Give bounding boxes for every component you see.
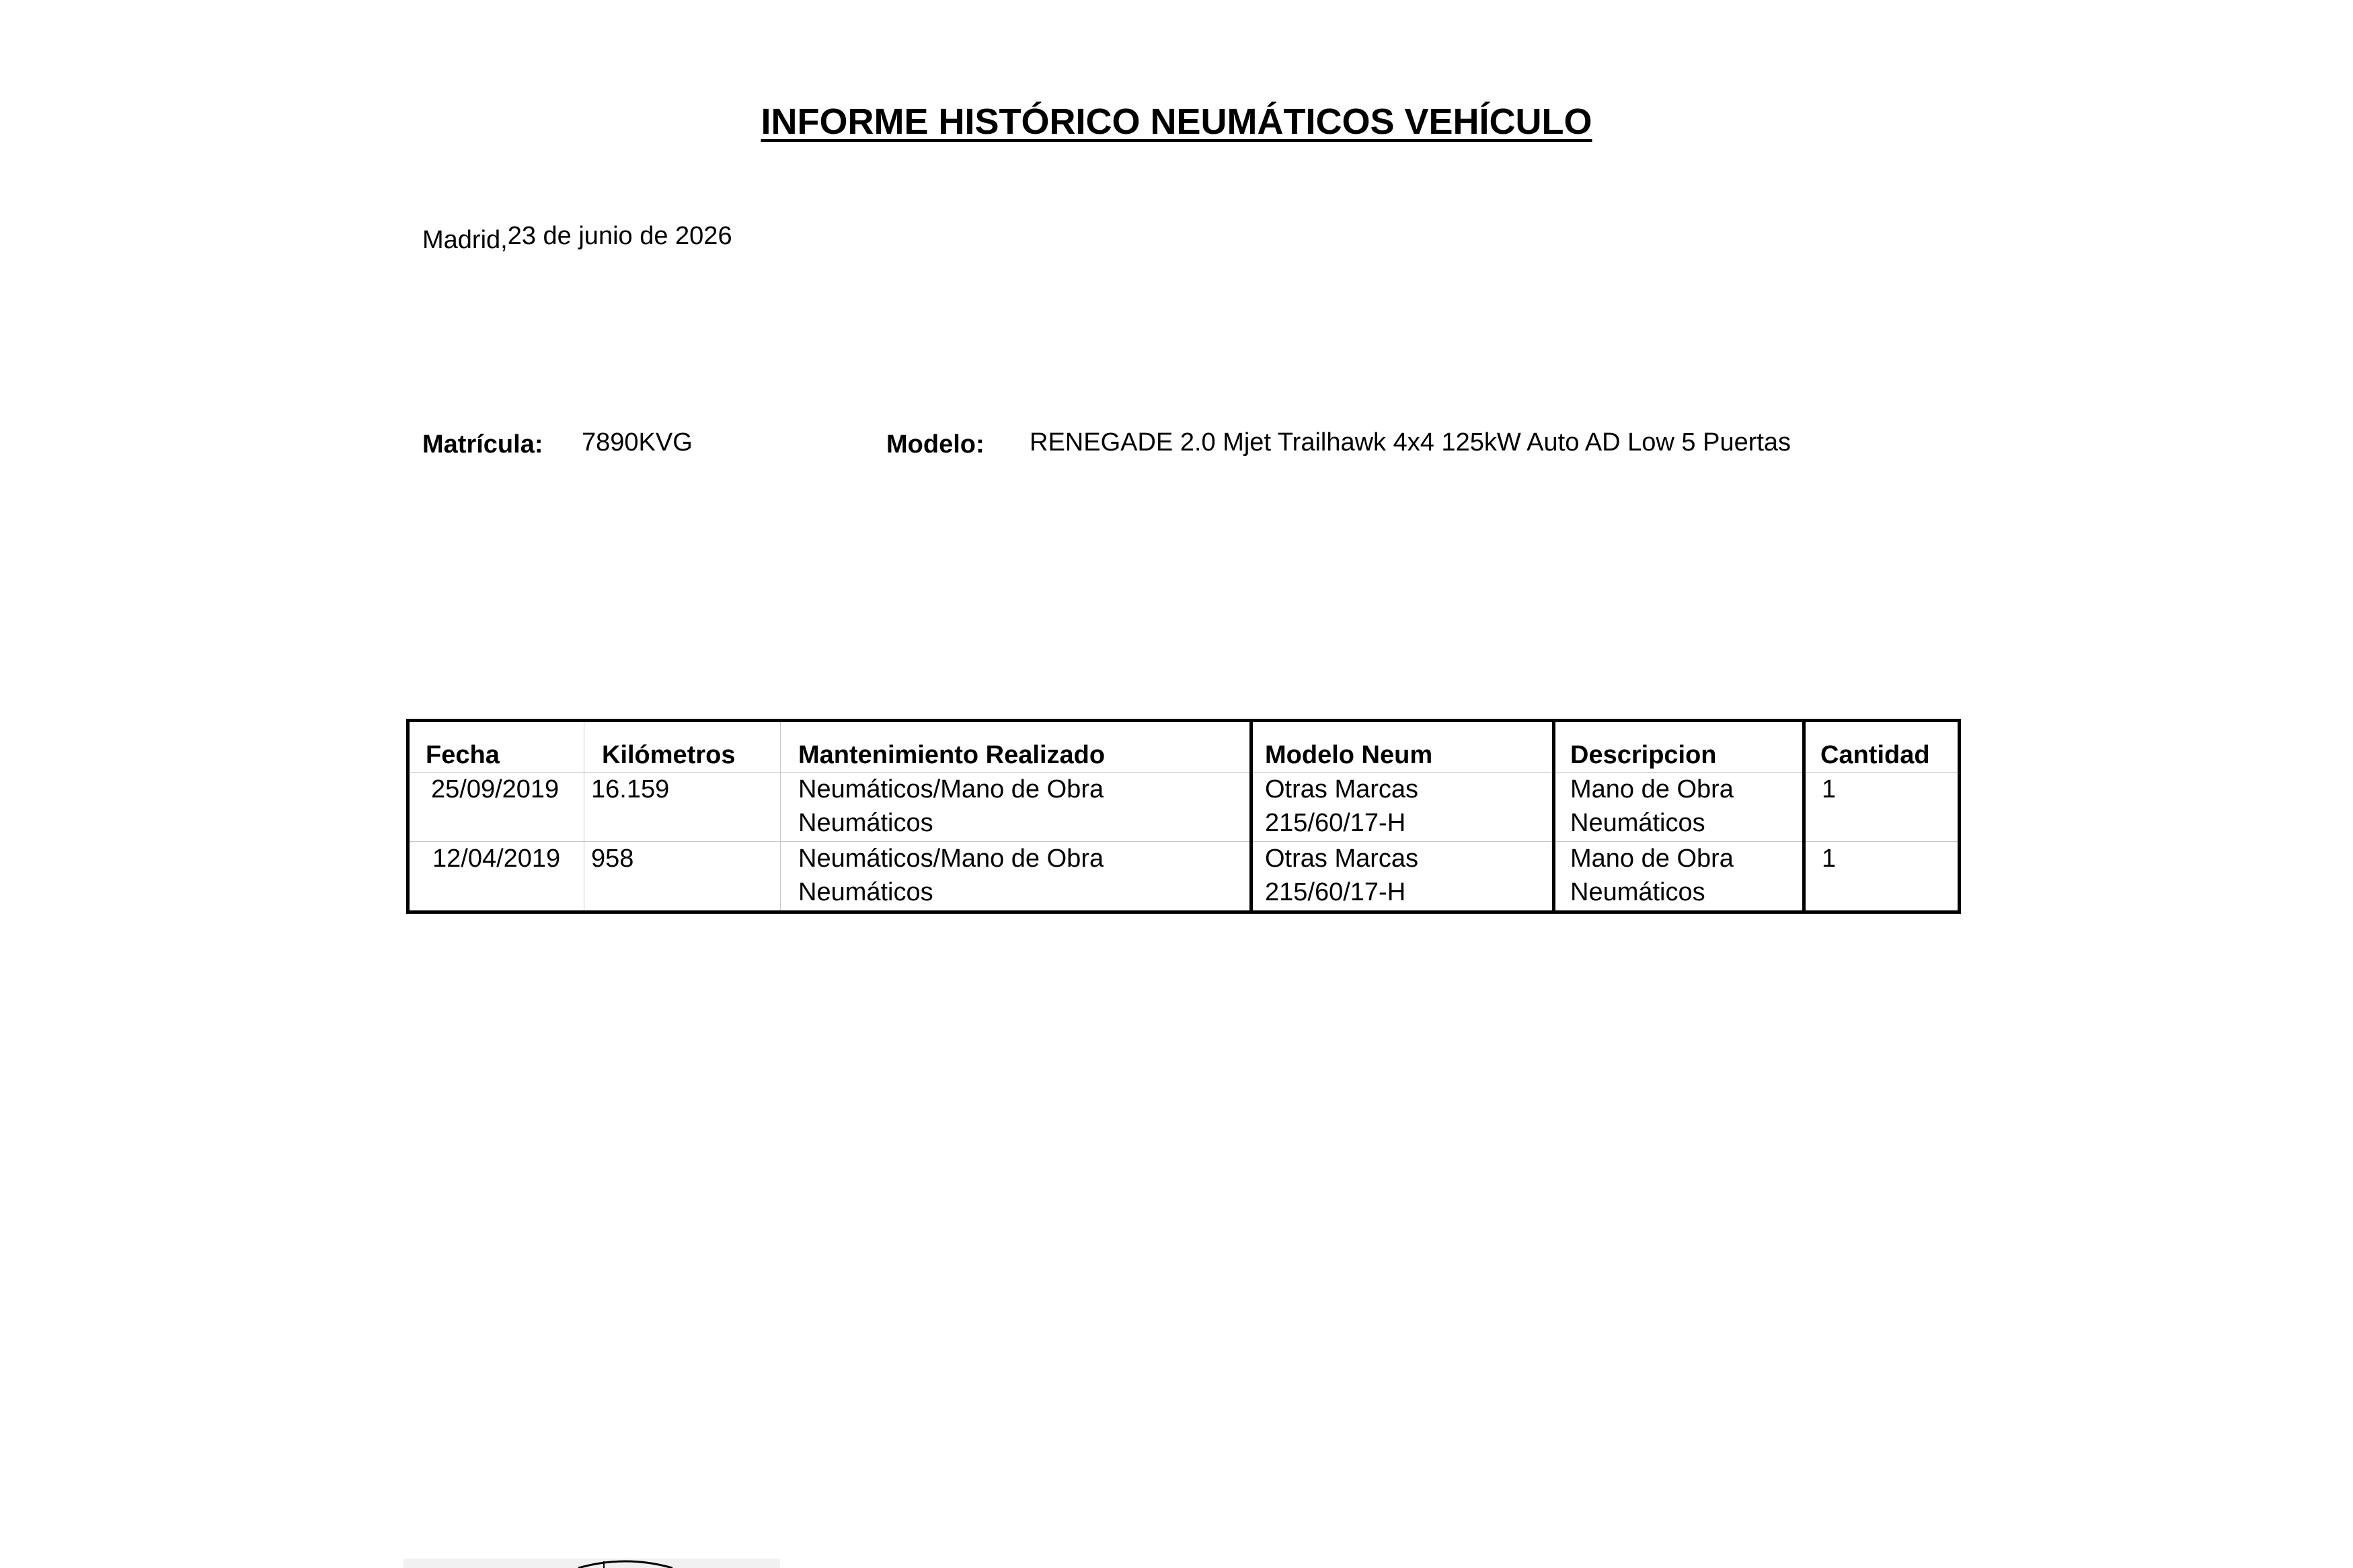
cell-descripcion <box>1554 773 1804 842</box>
cell-mantenimiento-line2: Neumáticos <box>798 878 933 906</box>
table-row <box>408 773 1960 842</box>
table-row <box>408 842 1960 912</box>
header-descripcion: Descripcion <box>1554 721 1804 773</box>
model-label: Modelo: <box>886 430 985 459</box>
cell-cantidad: 1 <box>1804 842 1960 912</box>
cell-modelo-line2: 215/60/17-H <box>1265 809 1406 837</box>
cell-mantenimiento-line1: Neumáticos/Mano de Obra <box>798 845 1104 873</box>
tire-history-table <box>406 719 1961 914</box>
cell-modelo-line1: Otras Marcas <box>1265 775 1419 803</box>
cell-cantidad: 1 <box>1804 773 1960 842</box>
cell-descripcion-line1: Mano de Obra <box>1570 775 1734 803</box>
model-value: RENEGADE 2.0 Mjet Trailhawk 4x4 125kW Auto AD Low 5 Puertas <box>1030 428 1791 457</box>
cell-descripcion-line1: Mano de Obra <box>1570 845 1734 873</box>
cell-fecha: 25/09/2019 <box>408 773 584 842</box>
cell-modelo-line1: Otras Marcas <box>1265 845 1419 873</box>
cell-descripcion-line2: Neumáticos <box>1570 809 1705 837</box>
plate-label: Matrícula: <box>422 430 543 459</box>
plate-value: 7890KVG <box>582 428 693 457</box>
header-modelo-neum: Modelo Neum <box>1251 721 1554 773</box>
place-date <box>422 222 732 254</box>
cell-mantenimiento-line1: Neumáticos/Mano de Obra <box>798 775 1104 803</box>
cell-mantenimiento-line2: Neumáticos <box>798 809 933 837</box>
company-stamp <box>403 1559 780 1568</box>
cell-kilometros: 958 <box>584 842 781 912</box>
header-kilometros: Kilómetros <box>584 721 781 773</box>
cell-kilometros: 16.159 <box>584 773 781 842</box>
table-header-row <box>408 721 1960 773</box>
cell-modelo-neum <box>1251 773 1554 842</box>
report-title: INFORME HISTÓRICO NEUMÁTICOS VEHÍCULO <box>761 102 1592 142</box>
cell-descripcion <box>1554 842 1804 912</box>
header-fecha: Fecha <box>408 721 584 773</box>
cell-modelo-line2: 215/60/17-H <box>1265 878 1406 906</box>
header-cantidad: Cantidad <box>1804 721 1960 773</box>
report-city: Madrid, <box>422 226 508 254</box>
cell-fecha: 12/04/2019 <box>408 842 584 912</box>
cell-mantenimiento <box>781 842 1251 912</box>
cell-mantenimiento <box>781 773 1251 842</box>
report-date: 23 de junio de 2026 <box>507 222 732 250</box>
cell-modelo-neum <box>1251 842 1554 912</box>
cell-descripcion-line2: Neumáticos <box>1570 878 1705 906</box>
stamp-seal-icon <box>403 1559 780 1568</box>
header-mantenimiento: Mantenimiento Realizado <box>781 721 1251 773</box>
